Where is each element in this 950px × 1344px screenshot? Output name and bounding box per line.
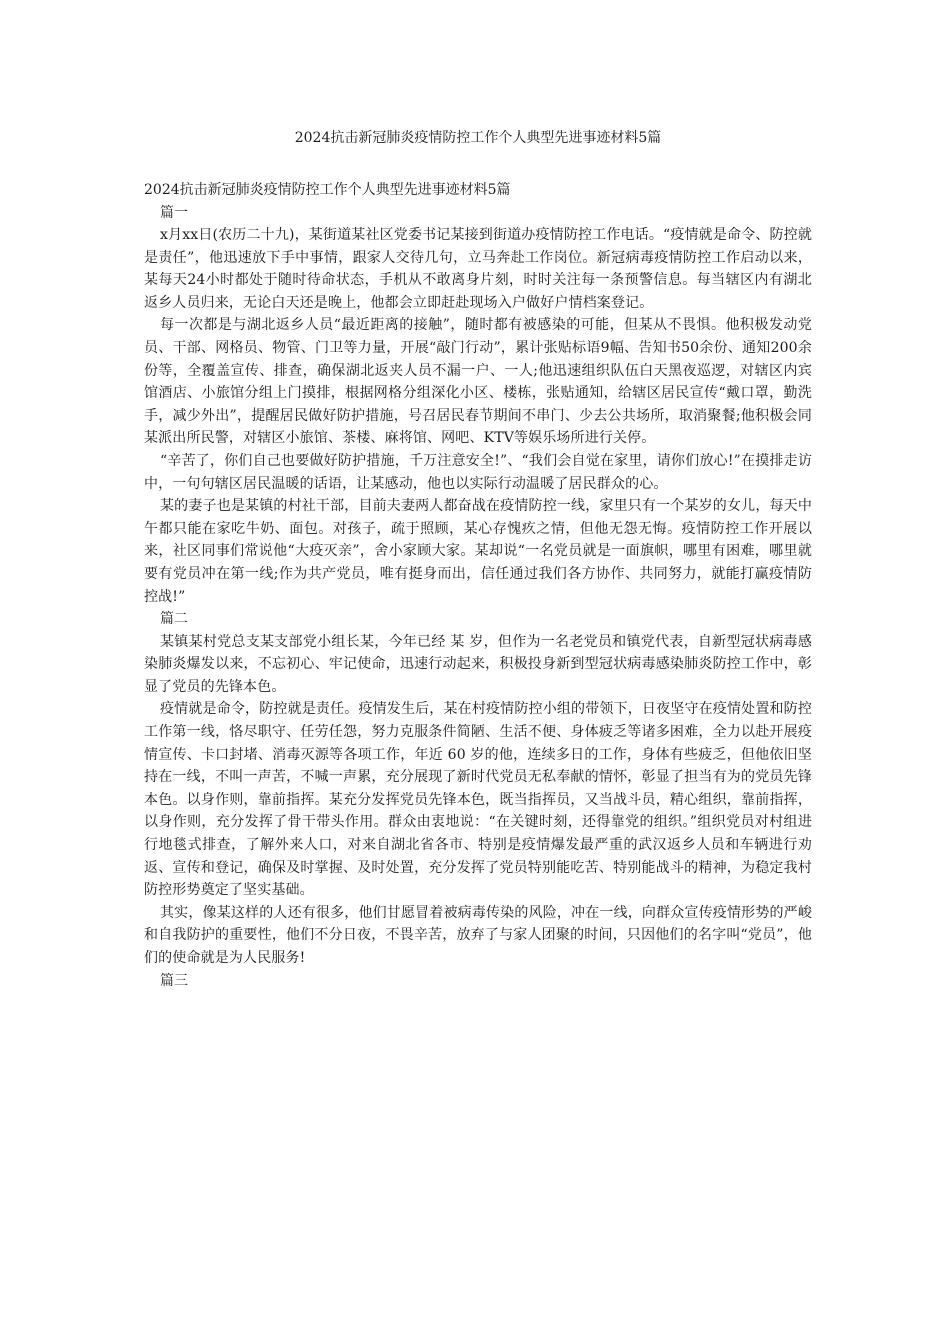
paragraph: 某镇某村党总支某支部党小组长某，今年已经 某 岁，但作为一名老党员和镇党代表，自新型冠状病毒感染肺炎爆发以来，不忘初心、牢记使命，迅速行动起来，积极投身新到型冠状病毒感染肺炎防控工作中，彰显了党员的先锋本色。: [144, 633, 812, 695]
paragraph: 疫情就是命令，防控就是责任。疫情发生后，某在村疫情防控小组的带领下，日夜坚守在疫情处置和防控工作第一线，恪尽职守、任劳任怨，努力克服条件简陋、生活不便、身体疲乏等诸多困难，全力以赴开展疫情宣传、卡口封堵、消毒灭源等各项工作，年近 60 岁的他，连续多日的工作，身体有些疲乏，但他依旧坚持在一线，不叫一声苦，不喊一声累，充分展现了新时代党员无私奉献的情怀，彰显了担当有为的党员先锋本色。以身作则，靠前指挥。某充分发挥党员先锋本色，既当指挥员，又当战斗员，精心组织，靠前指挥，以身作则，充分发挥了骨干带头作用。群众由衷地说：“在关键时刻，还得靠党的组织。”组织党员对村组进行地毯式排查，了解外来人口，对来自湖北省各市、特别是疫情爆发最严重的武汉返乡人员和车辆进行劝返、宣传和登记，确保及时掌握、及时处置，充分发挥了党员特别能吃苦、特别能战斗的精神，为稳定我村防控形势奠定了坚实基础。: [144, 701, 812, 899]
document-subtitle: 2024抗击新冠肺炎疫情防控工作个人典型先进事迹材料5篇: [144, 182, 511, 198]
section-label-2: 篇二: [160, 611, 188, 628]
paragraph: 其实，像某这样的人还有很多，他们甘愿冒着被病毒传染的风险，冲在一线，向群众宣传疫情形势的严峻和自我防护的重要性，他们不分日夜，不畏辛苦，放弃了与家人团聚的时间，只因他们的名字叫“党员”，他们的使命就是为人民服务!: [144, 904, 812, 966]
paragraph: x月xx日(农历二十九)，某街道某社区党委书记某接到街道办疫情防控工作电话。“疫情就是命令、防控就是责任”，他迅速放下手中事情，跟家人交待几句，立马奔赴工作岗位。新冠病毒疫情防控工作启动以来，某每天24小时都处于随时待命状态，手机从不敢离身片刻，时时关注每一条预警信息。每当辖区内有湖北返乡人员归来，无论白天还是晚上，他都会立即赶赴现场入户做好户情档案登记。: [144, 227, 812, 311]
document-body: [144, 179, 812, 992]
paragraph: 每一次都是与湖北返乡人员“最近距离的接触”，随时都有被感染的可能，但某从不畏惧。他积极发动党员、干部、网格员、物管、门卫等力量，开展“敲门行动”，累计张贴标语9幅、告知书50余份、通知200余份等，全覆盖宣传、排查，确保湖北返夹人员不漏一户、一人;他迅速组织队伍白天黑夜巡逻，对辖区内宾馆酒店、小旅馆分组上门摸排，根据网格分组深化小区、楼栋，张贴通知，给辖区居民宣传“戴口罩，勤洗手，减少外出”，提醒居民做好防护措施，号召居民春节期间不串门、少去公共场所，取消聚餐;他积极会同某派出所民警，对辖区小旅馆、茶楼、麻将馆、网吧、KTV等娱乐场所进行关停。: [144, 317, 812, 447]
paragraph: 某的妻子也是某镇的村社干部，目前夫妻两人都奋战在疫情防控一线，家里只有一个某岁的女儿，每天中午都只能在家吃牛奶、面包。对孩子，疏于照顾，某心存愧疚之情，但他无怨无悔。疫情防控工作开展以来，社区同事们常说他“大疫灭亲”，舍小家顾大家。某却说“一名党员就是一面旗帜，哪里有困难，哪里就要有党员冲在第一线;作为共产党员，唯有挺身而出，信任通过我们各方协作、共同努力，就能打赢疫情防控战!”: [144, 498, 812, 605]
document-title: 2024抗击新冠肺炎疫情防控工作个人典型先进事迹材料5篇: [294, 130, 662, 146]
section-label-3: 篇三: [160, 972, 188, 989]
paragraph: “辛苦了，你们自己也要做好防护措施，千万注意安全!”、“我们会自觉在家里，请你们放心!”在摸排走访中，一句句辖区居民温暖的话语，让某感动，他也以实际行动温暖了居民群众的心。: [144, 452, 812, 492]
section-label-1: 篇一: [160, 204, 188, 221]
